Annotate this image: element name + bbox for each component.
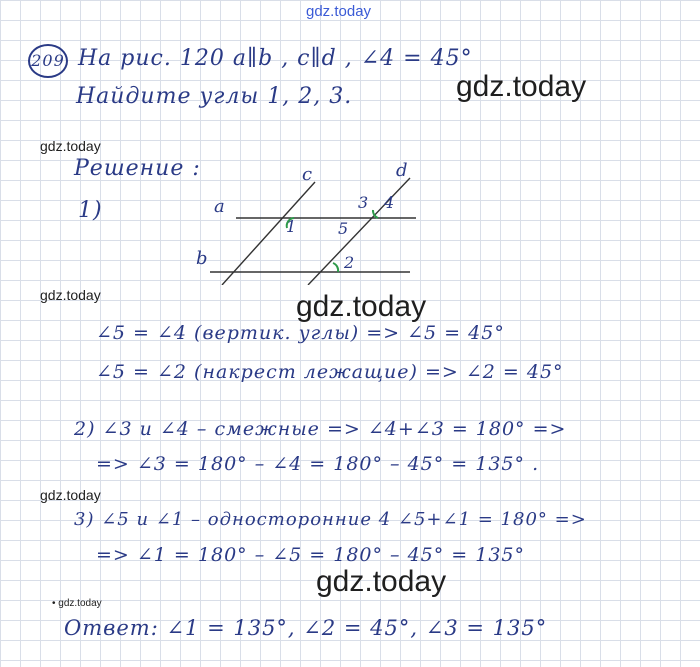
step-1-label: 1) — [78, 198, 103, 223]
angle-4-label: 4 — [384, 193, 395, 212]
problem-given: На рис. 120 a∥b , c∥d , ∠4 = 45° — [78, 46, 473, 71]
watermark-small: gdz.today — [40, 287, 101, 303]
label-d: d — [396, 160, 408, 181]
solution-line: 2) ∠3 и ∠4 – смежные => ∠4+∠3 = 180° => — [74, 418, 567, 440]
angle-3-label: 3 — [358, 193, 369, 212]
solution-label: Решение : — [74, 156, 201, 181]
angle-1-label: 1 — [286, 217, 297, 236]
line-c — [222, 182, 315, 285]
watermark-large: gdz.today — [296, 290, 427, 323]
watermark-small: gdz.today — [40, 138, 101, 154]
problem-number: 209 — [28, 44, 68, 78]
solution-line: ∠5 = ∠4 (вертик. углы) => ∠5 = 45° — [96, 322, 505, 344]
solution-line: => ∠1 = 180° – ∠5 = 180° – 45° = 135° — [96, 544, 526, 566]
watermark-large: gdz.today — [456, 70, 587, 103]
watermark-top: gdz.today — [306, 3, 372, 20]
watermark-tiny: • gdz.today — [52, 598, 102, 609]
angle-2-label: 2 — [344, 253, 355, 272]
solution-line: ∠5 = ∠2 (накрест лежащие) => ∠2 = 45° — [96, 361, 564, 383]
geometry-figure — [190, 160, 420, 285]
angle-5-label: 5 — [338, 219, 349, 238]
label-a: a — [214, 196, 225, 217]
watermark-large: gdz.today — [316, 565, 447, 598]
solution-line: 3) ∠5 и ∠1 – односторонние 4 ∠5+∠1 = 180° => — [74, 509, 587, 530]
answer-line: Ответ: ∠1 = 135°, ∠2 = 45°, ∠3 = 135° — [64, 616, 548, 640]
label-c: c — [302, 164, 313, 185]
angle-2-mark — [333, 263, 338, 272]
label-b: b — [196, 248, 208, 269]
solution-line: => ∠3 = 180° – ∠4 = 180° – 45° = 135° . — [96, 453, 540, 475]
watermark-small: gdz.today — [40, 487, 101, 503]
problem-task: Найдите углы 1, 2, 3. — [76, 84, 353, 109]
